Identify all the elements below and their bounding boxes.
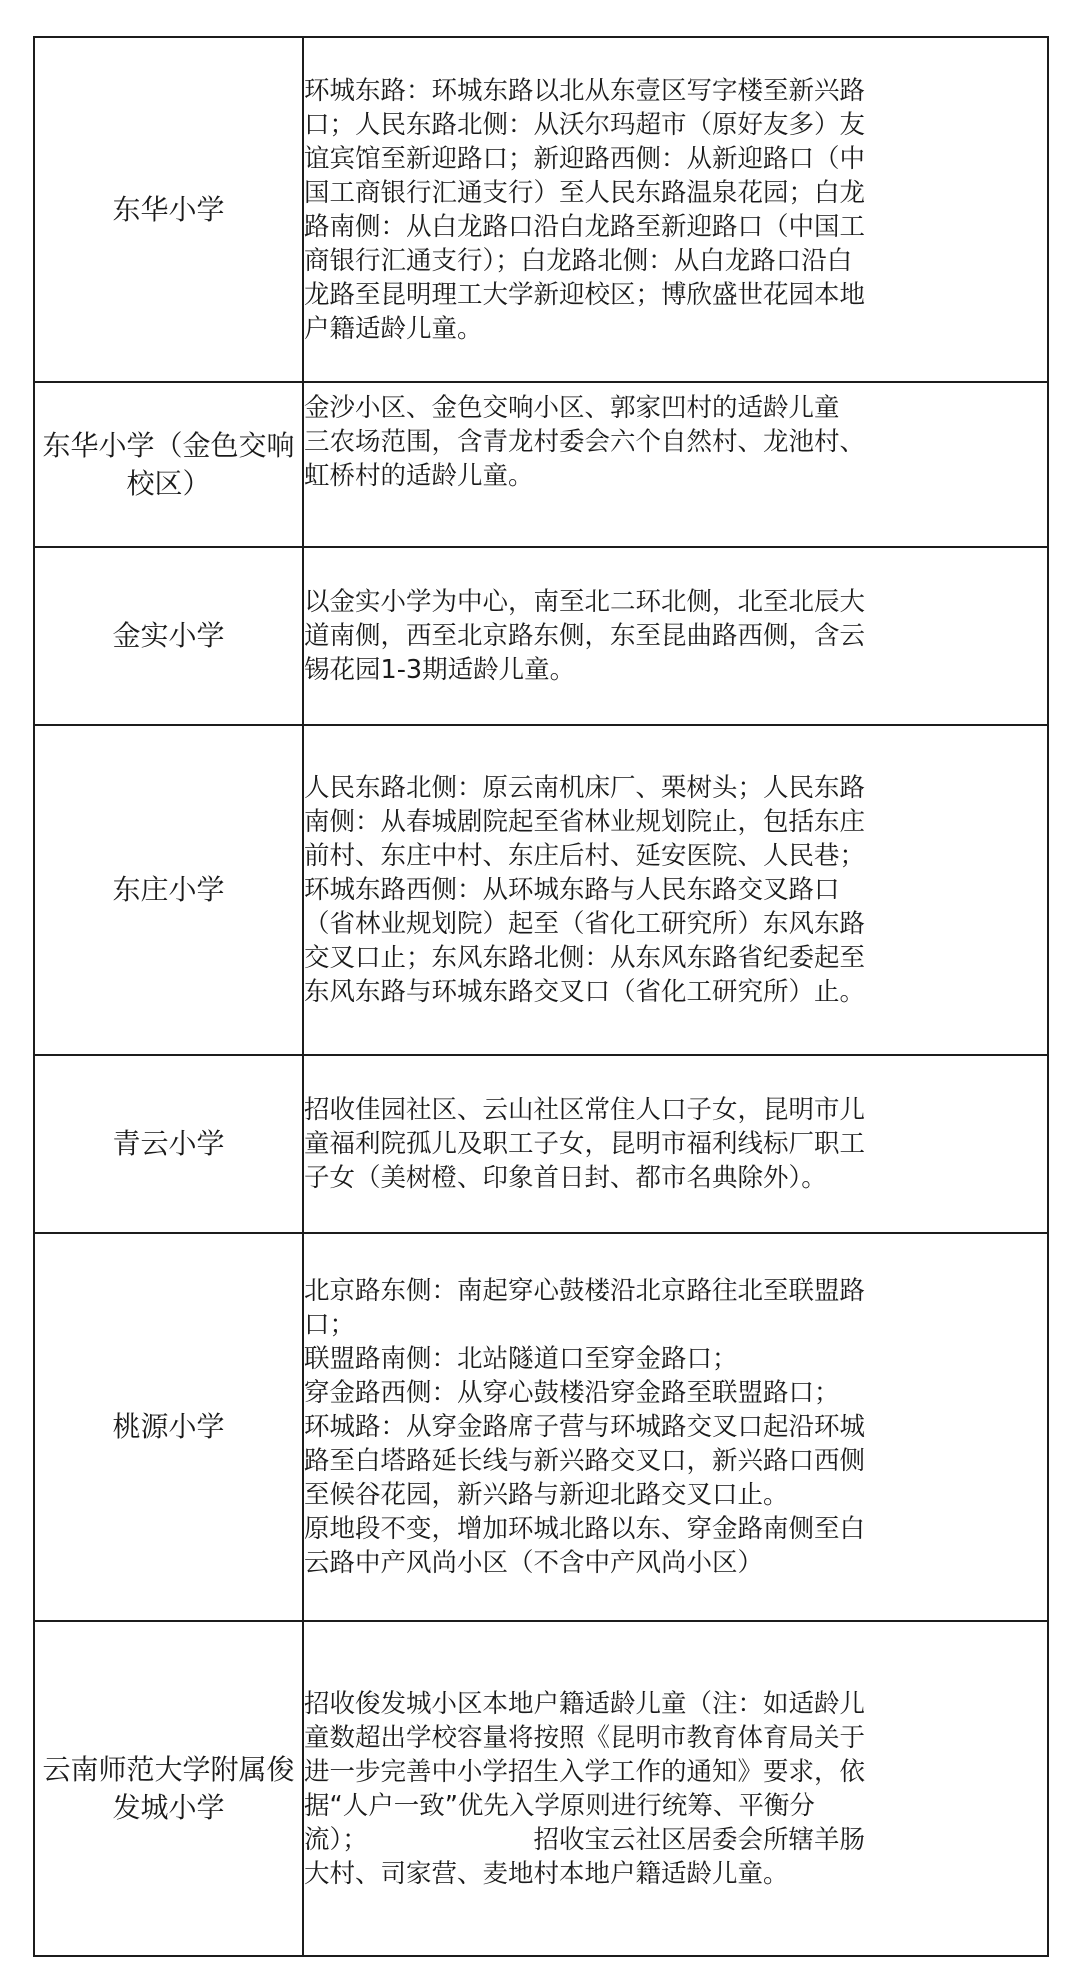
- range-line: 环城东路西侧：从环城东路与人民东路交叉路口: [304, 875, 840, 905]
- range-line: 交叉口止；东风东路北侧：从东风东路省纪委起至: [304, 943, 866, 973]
- range-line: 原地段不变，增加环城北路以东、穿金路南侧至白: [304, 1514, 866, 1544]
- range-line: 商银行汇通支行）；白龙路北侧：从白龙路口沿白: [304, 245, 853, 276]
- range-line: 锡花园1-3期适龄儿童。: [304, 655, 576, 685]
- school-name-cell: [34, 547, 303, 725]
- range-line: 招收俊发城小区本地户籍适龄儿童（注：如适龄儿: [304, 1688, 866, 1719]
- range-line: 招收佳园社区、云山社区常住人口子女，昆明市儿: [304, 1095, 866, 1125]
- school-name-cell: [34, 382, 303, 547]
- range-line: 大村、司家营、麦地村本地户籍适龄儿童。: [304, 1858, 789, 1889]
- table-row: [34, 547, 1048, 725]
- enrollment-range-cell: [303, 1621, 1048, 1956]
- table-row: [34, 1621, 1048, 1956]
- enrollment-range-cell: [303, 1233, 1048, 1621]
- range-line: 流）； 招收宝云社区居委会所辖羊肠: [304, 1824, 866, 1855]
- range-line: 道南侧，西至北京路东侧，东至昆曲路西侧，含云: [304, 621, 866, 651]
- range-line: 联盟路南侧：北站隧道口至穿金路口；: [304, 1344, 738, 1374]
- range-line: 前村、东庄中村、东庄后村、延安医院、人民巷；: [304, 841, 866, 871]
- school-name-cell: [34, 1055, 303, 1233]
- range-line: 路南侧：从白龙路口沿白龙路至新迎路口（中国工: [304, 211, 866, 242]
- range-line: 金沙小区、金色交响小区、郭家凹村的适龄儿童: [304, 393, 840, 423]
- school-name-cell: [34, 1233, 303, 1621]
- school-name: 青云小学: [112, 1127, 225, 1160]
- range-line: 口；: [304, 1310, 356, 1340]
- enrollment-range-cell: [303, 547, 1048, 725]
- range-line: 至候谷花园，新兴路与新迎北路交叉口止。: [304, 1480, 789, 1510]
- range-line: 人民东路北侧：原云南机床厂、栗树头；人民东路: [304, 773, 866, 803]
- range-line: 穿金路西侧：从穿心鼓楼沿穿金路至联盟路口；: [304, 1378, 840, 1408]
- table-row: [34, 1233, 1048, 1621]
- school-name: 金实小学: [112, 619, 225, 652]
- range-line: 童福利院孤儿及职工子女，昆明市福利线标厂职工: [304, 1129, 866, 1159]
- school-name: 桃源小学: [112, 1410, 225, 1443]
- school-name-cell: [34, 1621, 303, 1956]
- school-name: 东华小学（金色交响校区）: [42, 428, 295, 500]
- range-line: 龙路至昆明理工大学新迎校区；博欣盛世花园本地: [304, 279, 866, 310]
- range-line: 据“人户一致”优先入学原则进行统筹、平衡分: [304, 1790, 815, 1821]
- range-line: 以金实小学为中心，南至北二环北侧，北至北辰大: [304, 587, 866, 617]
- range-line: 三农场范围，含青龙村委会六个自然村、龙池村、: [304, 427, 866, 457]
- school-name: 东华小学: [112, 192, 225, 226]
- range-line: （省林业规划院）起至（省化工研究所）东风东路: [304, 909, 866, 939]
- school-name-cell: [34, 37, 303, 382]
- table-row: [34, 382, 1048, 547]
- range-line: 谊宾馆至新迎路口；新迎路西侧：从新迎路口（中: [304, 143, 866, 174]
- enrollment-range-cell: [303, 382, 1048, 547]
- range-line: 虹桥村的适龄儿童。: [304, 461, 534, 491]
- school-name: 东庄小学: [112, 873, 225, 906]
- range-line: 南侧：从春城剧院起至省林业规划院止，包括东庄: [304, 807, 866, 837]
- range-line: 东风东路与环城东路交叉口（省化工研究所）止。: [304, 977, 866, 1007]
- enrollment-range-cell: [303, 1055, 1048, 1233]
- range-line: 户籍适龄儿童。: [304, 313, 483, 344]
- enrollment-zone-table: [33, 36, 1049, 1957]
- range-line: 进一步完善中小学招生入学工作的通知》要求，依: [304, 1756, 866, 1787]
- table-row: [34, 725, 1048, 1055]
- range-line: 路至白塔路延长线与新兴路交叉口，新兴路口西侧: [304, 1446, 866, 1476]
- table-row: [34, 37, 1048, 382]
- range-line: 口；人民东路北侧：从沃尔玛超市（原好友多）友: [304, 109, 866, 140]
- range-line: 云路中产风尚小区（不含中产风尚小区）: [304, 1548, 764, 1578]
- range-line: 北京路东侧：南起穿心鼓楼沿北京路往北至联盟路: [304, 1276, 866, 1306]
- school-name: 云南师范大学附属俊发城小学: [42, 1752, 295, 1824]
- range-line: 环城路：从穿金路席子营与环城路交叉口起沿环城: [304, 1412, 866, 1442]
- enrollment-range-cell: [303, 725, 1048, 1055]
- table-row: [34, 1055, 1048, 1233]
- range-line: 环城东路：环城东路以北从东壹区写字楼至新兴路: [304, 75, 866, 106]
- enrollment-range-cell: [303, 37, 1048, 382]
- range-line: 国工商银行汇通支行）至人民东路温泉花园；白龙: [304, 177, 866, 208]
- range-line: 童数超出学校容量将按照《昆明市教育体育局关于: [304, 1722, 866, 1753]
- range-line: 子女（美树橙、印象首日封、都市名典除外）。: [304, 1163, 827, 1193]
- school-name-cell: [34, 725, 303, 1055]
